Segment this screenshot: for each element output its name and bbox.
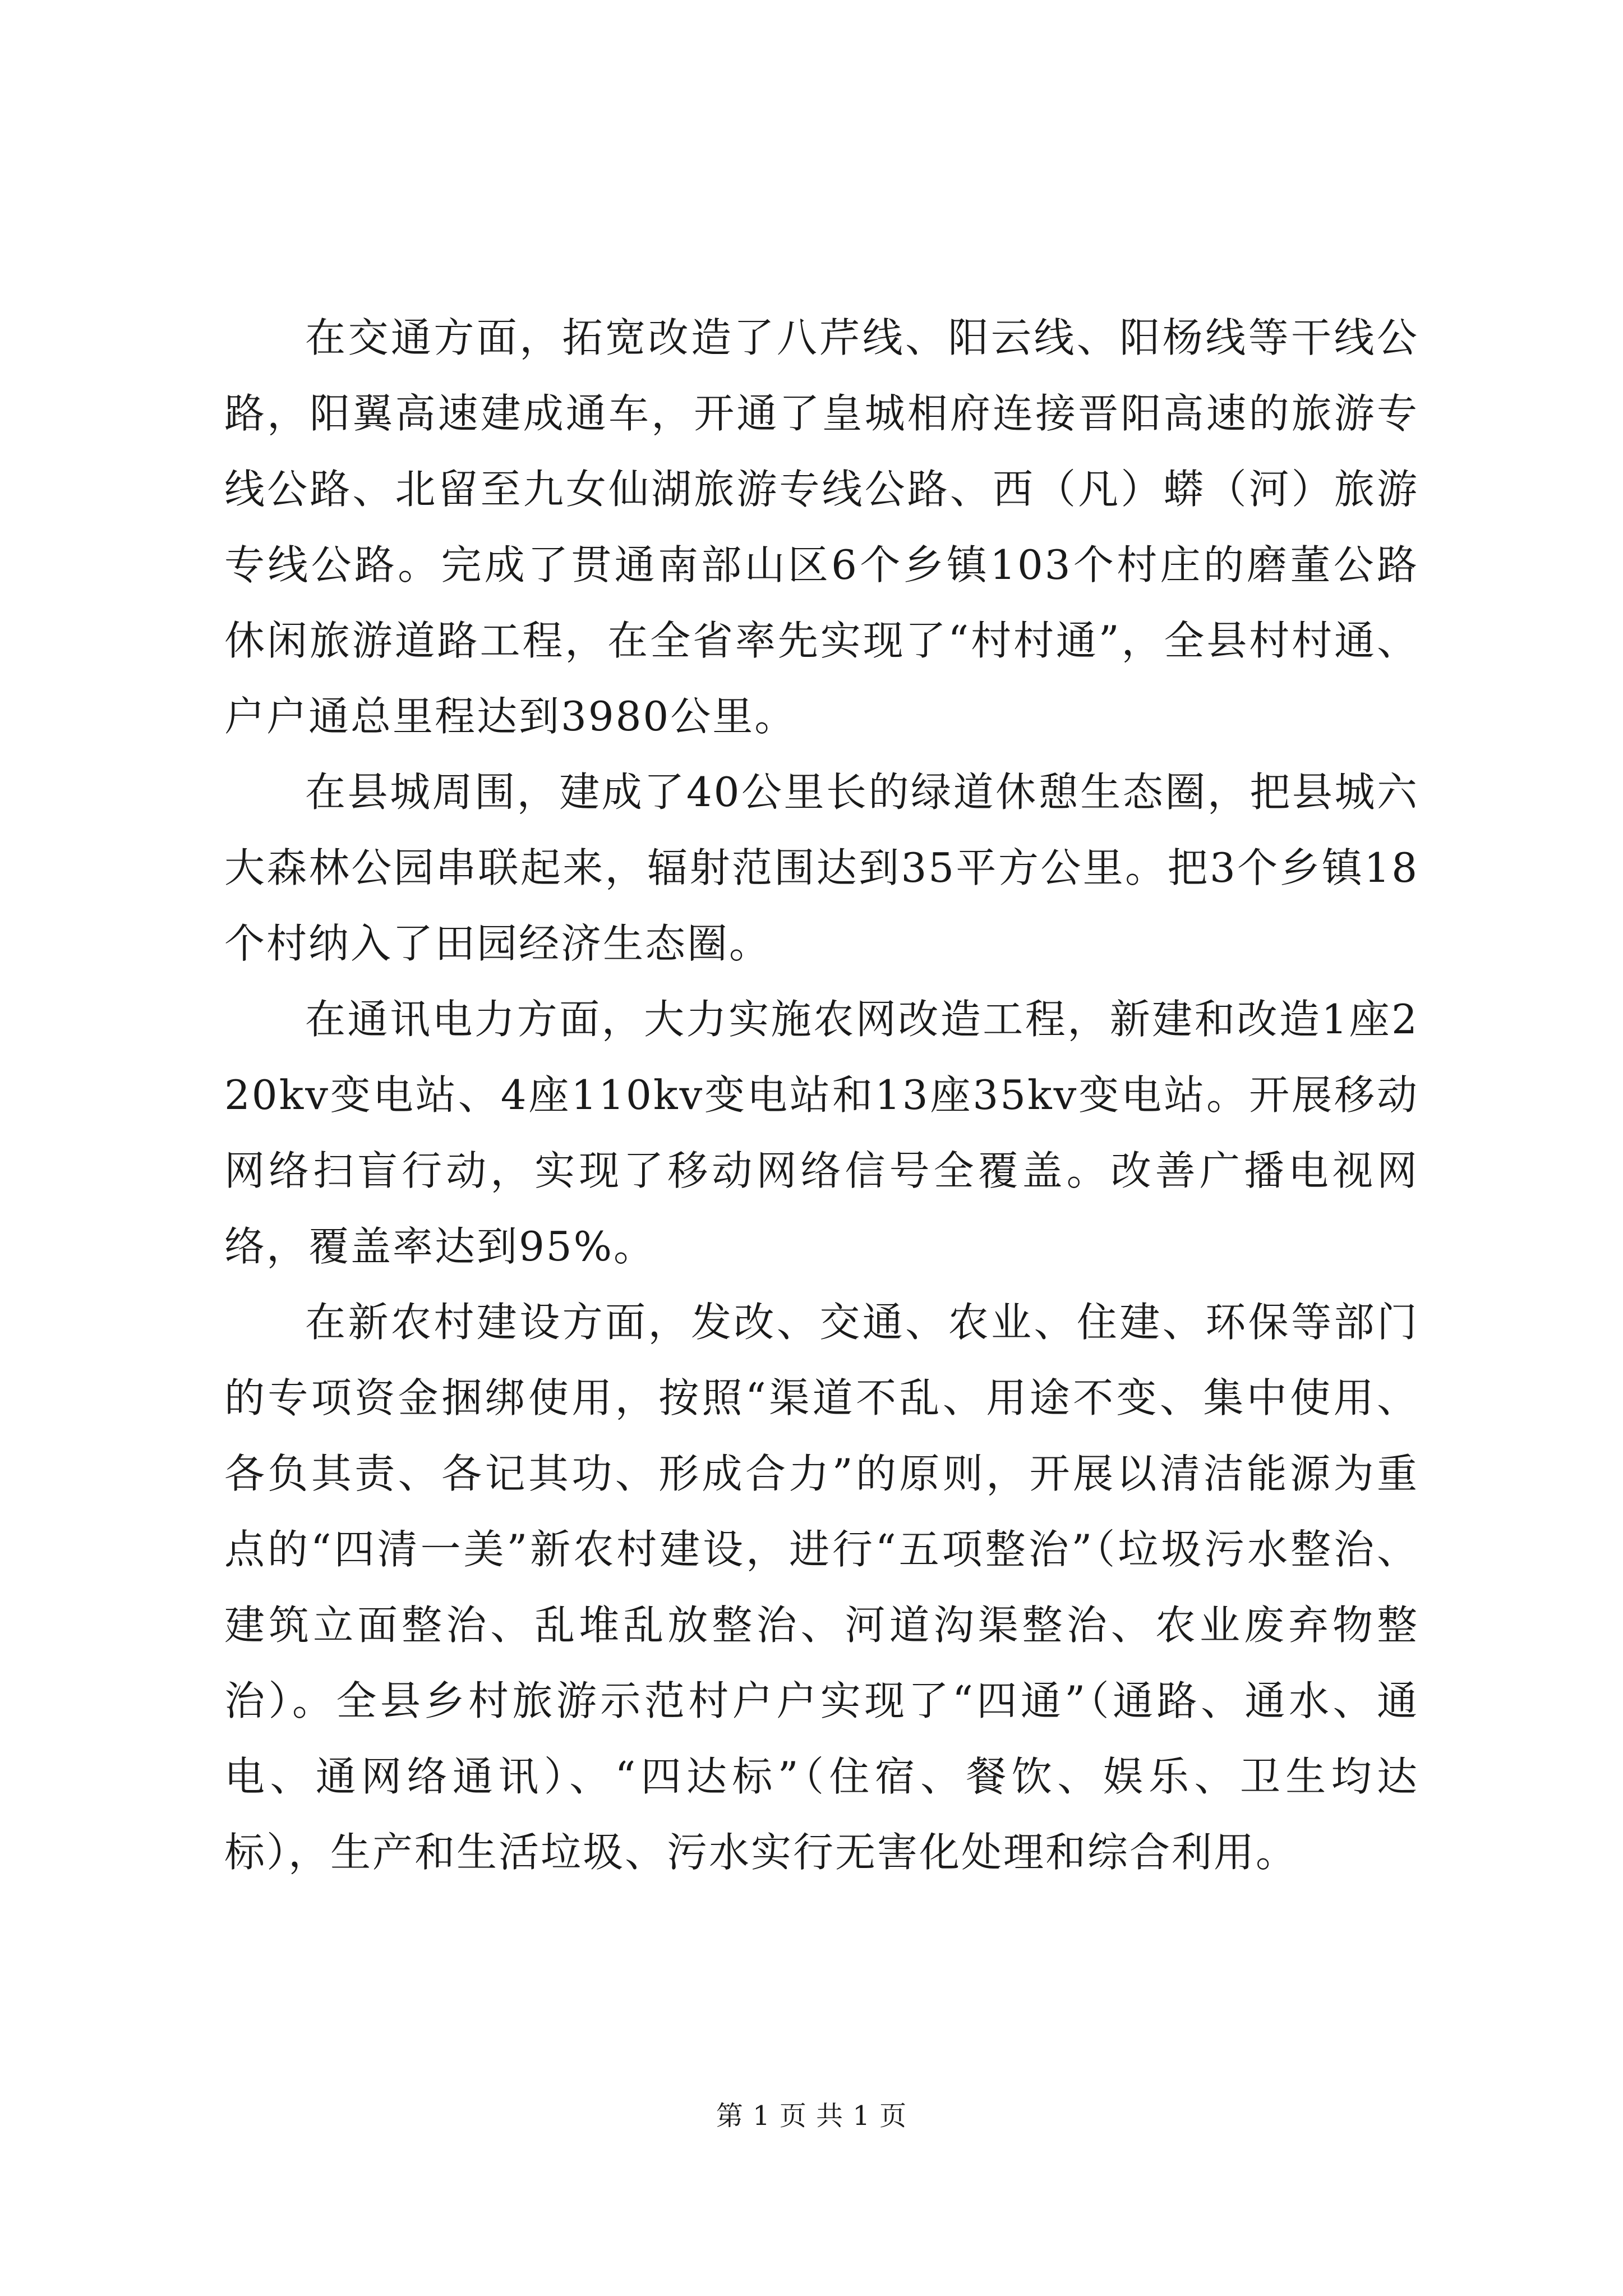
paragraph-rural-construction: 在新农村建设方面，发改、交通、农业、住建、环保等部门的专项资金捆绑使用，按照“渠道不乱、用途不变、集中使用、各负其责、各记其功、形成合力”的原则，开展以清洁能源为重点的“四清一美”新农村建设，进行“五项整治”（垃圾污水整治、建筑立面整治、乱堆乱放整治、河道沟渠整治、农业废弃物整治）。全县乡村旅游示范村户户实现了“四通”（通路、通水、通电、通网络通讯）、“四达标”（住宿、餐饮、娱乐、卫生均达标），生产和生活垃圾、污水实行无害化处理和综合利用。 [224, 1299, 1419, 1876]
paragraph-transportation: 在交通方面，拓宽改造了八芹线、阳云线、阳杨线等干线公路，阳翼高速建成通车，开通了皇城相府连接晋阳高速的旅游专线公路、北留至九女仙湖旅游专线公路、西（凡）蟒（河）旅游专线公路。完成了贯通南部山区6个乡镇103个村庄的磨董公路休闲旅游道路工程，在全省率先实现了“村村通”，全县村村通、户户通总里程达到3980公里。 [224, 314, 1419, 740]
document-body [224, 300, 1419, 1890]
page-footer: 第 1 页 共 1 页 [716, 2100, 907, 2132]
paragraph-greenway: 在县城周围，建成了40公里长的绿道休憩生态圈，把县城六大森林公园串联起来，辐射范围达到35平方公里。把3个乡镇18个村纳入了田园经济生态圈。 [224, 769, 1419, 967]
paragraph-telecom-power: 在通讯电力方面，大力实施农网改造工程，新建和改造1座220kv变电站、4座110kv变电站和13座35kv变电站。开展移动网络扫盲行动，实现了移动网络信号全覆盖。改善广播电视网络，覆盖率达到95%。 [224, 996, 1419, 1270]
